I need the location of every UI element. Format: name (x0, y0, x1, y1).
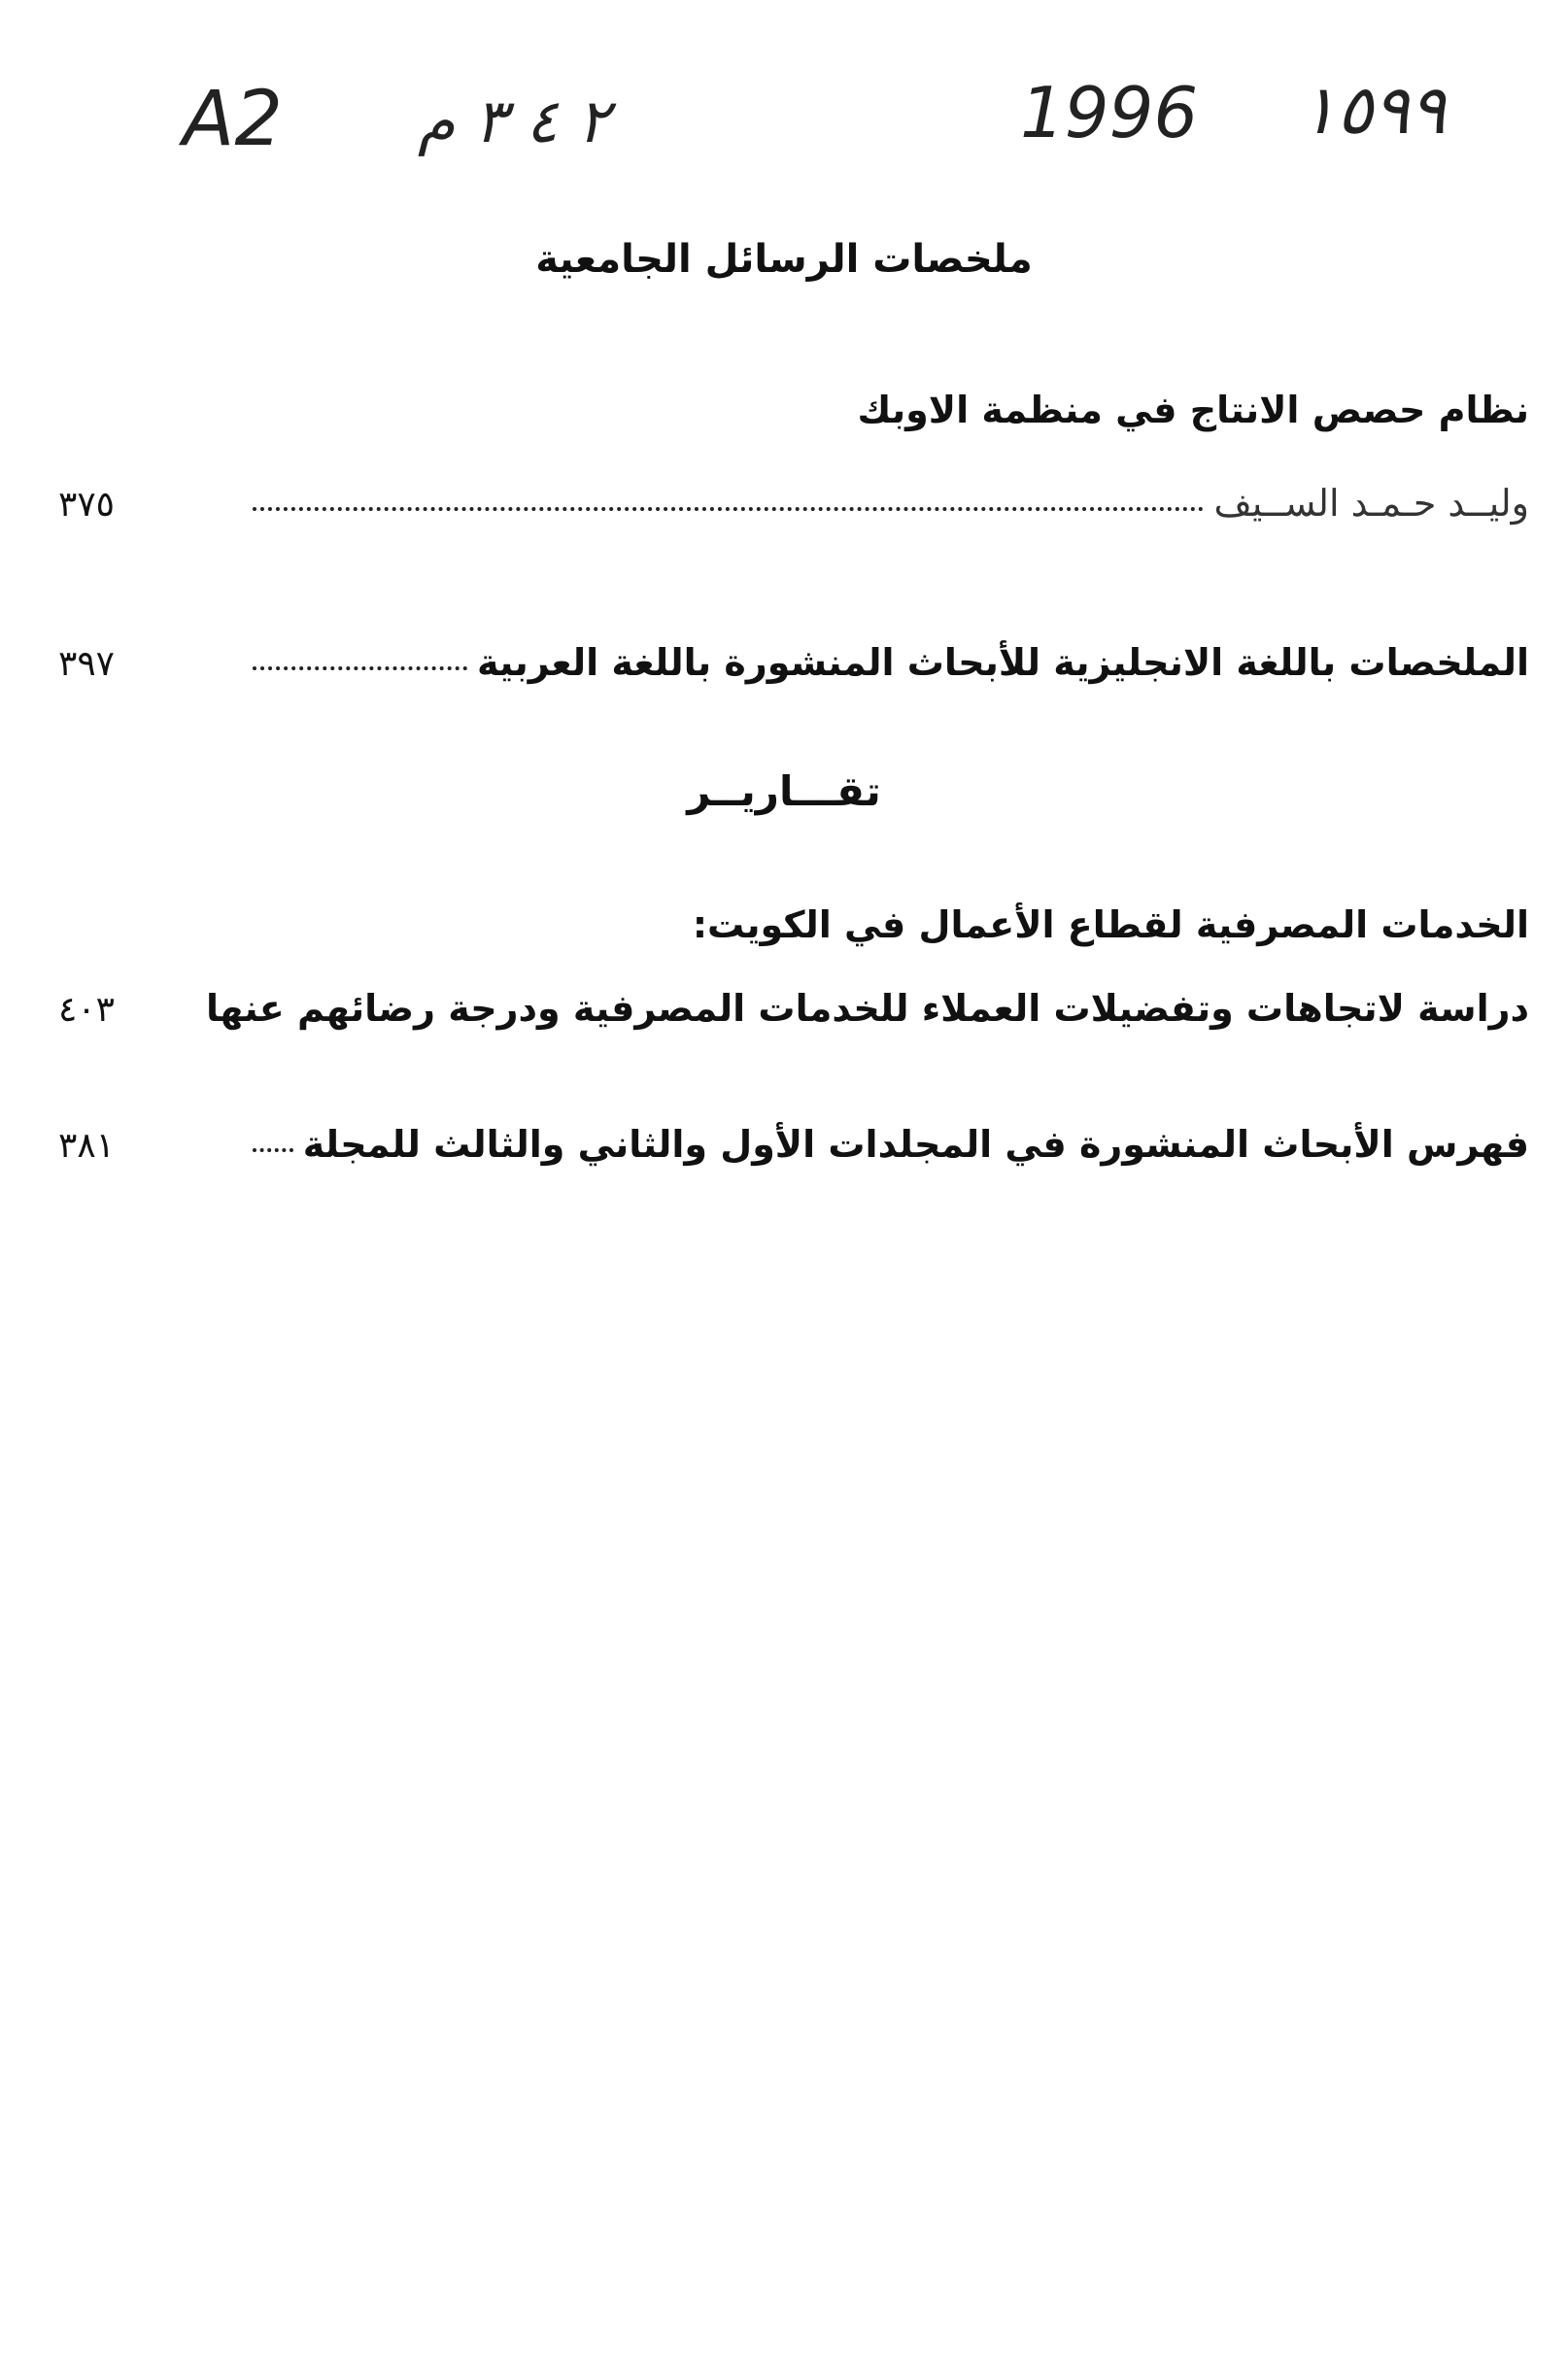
dot-leader (253, 507, 1204, 511)
page-number: ٣٧٥ (58, 485, 116, 525)
dot-leader (253, 1148, 293, 1152)
handwritten-year: 1996 (1020, 72, 1199, 153)
handwritten-count: ١٥٩٩ (1300, 70, 1447, 150)
entry-title-opec: نظام حصص الانتاج في منظمة الاوبك (857, 389, 1529, 431)
dot-leader (253, 666, 467, 670)
page-number: ٣٩٧ (58, 644, 116, 684)
entry-subtitle-banking: دراسة لاتجاهات وتفضيلات العملاء للخدمات المصرفية ودرجة رضائهم عنها (205, 987, 1529, 1030)
section-heading-university-summaries: ملخصات الرسائل الجامعية (535, 237, 1033, 282)
handwritten-reference: ٢ ٤ ٣ م (418, 85, 610, 156)
section-heading-reports: تقـــاريــر (687, 767, 881, 815)
page-number: ٣٨١ (58, 1126, 116, 1166)
toc-entry-opec-author (58, 466, 1529, 525)
entry-title-banking: الخدمات المصرفية لقطاع الأعمال في الكويت: (692, 903, 1529, 946)
author-name: وليــد حـمـد الســيف (1213, 482, 1529, 525)
entry-title-index: فهرس الأبحاث المنشورة في المجلدات الأول والثاني والثالث للمجلة (302, 1123, 1529, 1166)
toc-entry-index (58, 1107, 1529, 1166)
toc-entry-english-summaries (58, 626, 1529, 684)
entry-title-english-summaries: الملخصات باللغة الانجليزية للأبحاث المنشورة باللغة العربية (476, 641, 1529, 684)
toc-entry-banking-study (58, 971, 1529, 1030)
page-number: ٤٠٣ (58, 990, 116, 1030)
handwritten-code: A2 (183, 76, 283, 163)
